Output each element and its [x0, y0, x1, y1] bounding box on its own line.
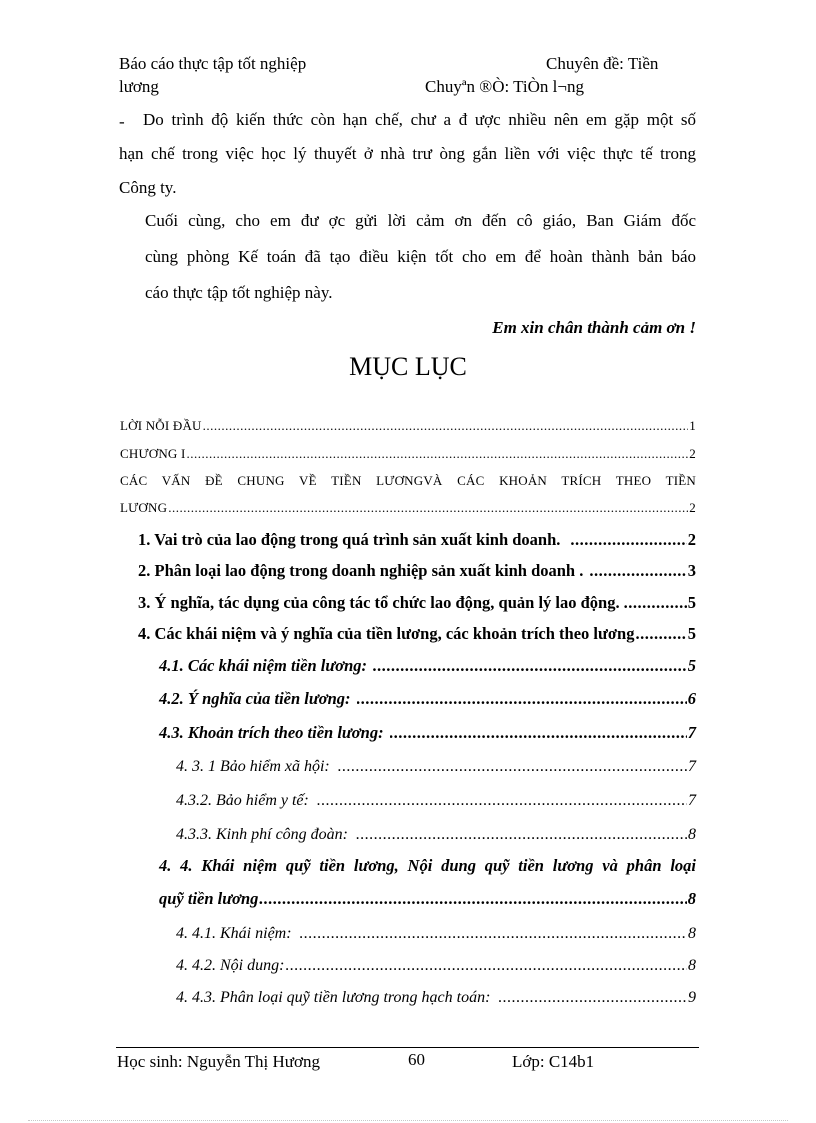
toc-entry-4-3-1[interactable]: 4. 3. 1 Bảo hiểm xã hội: ..... 7: [176, 758, 696, 776]
page-edge: [28, 1120, 788, 1121]
closing-line-1: Cuối cùng, cho em đư ợc gửi lời cảm ơn đến cô giáo, Ban Giám đốc: [145, 211, 696, 230]
footer-page-number: 60: [408, 1050, 425, 1069]
toc-entry-4-3-3[interactable]: 4.3.3. Kinh phí công đoàn: ..... 8: [176, 826, 696, 844]
toc-entry-4-4[interactable]: 4. 4. Khái niệm quỹ tiền lương, Nội dung quỹ tiền lương và phân loại: [159, 856, 696, 875]
header-topic: Chuyên đề: Tiền: [546, 54, 659, 73]
closing-paragraph: [145, 203, 696, 311]
closing-line-3: cáo thực tập tốt nghiệp này.: [145, 283, 333, 302]
toc-entry-general-issues-cont[interactable]: LƯƠNG ..... 2: [120, 500, 696, 516]
header-report-title: Báo cáo thực tập tốt nghiệp: [119, 54, 307, 73]
toc-entry-section-2[interactable]: 2. Phân loại lao động trong doanh nghiệp sản xuất kinh doanh . ..... 3: [138, 561, 696, 581]
toc-entry-section-4[interactable]: 4. Các khái niệm và ý nghĩa của tiền lương, các khoản trích theo lương ..... 5: [138, 624, 696, 644]
limitation-paragraph: [143, 103, 696, 137]
toc-entry-chapter-1[interactable]: CHƯƠNG I ..... 2: [120, 446, 696, 462]
closing-line-2: cùng phòng Kế toán đã tạo điều kiện tốt cho em để hoàn thành bản báo: [145, 247, 696, 266]
bullet-dash: -: [119, 112, 125, 131]
toc-entry-4-4-cont[interactable]: quỹ tiền lương ..... 8: [159, 889, 696, 909]
toc-entry-4-1[interactable]: 4.1. Các khái niệm tiền lương: ..... 5: [159, 656, 696, 676]
limitation-line-1: Do trình độ kiến thức còn hạn chế, chư a đ ược nhiều nên em gặp một số: [143, 110, 696, 129]
header-topic-continued: lương: [119, 77, 159, 96]
thanks-line: Em xin chân thành cảm ơn !: [492, 318, 696, 337]
toc-entry-4-3[interactable]: 4.3. Khoản trích theo tiền lương: ..... 7: [159, 723, 696, 743]
toc-entry-general-issues[interactable]: CÁC VẤN ĐỀ CHUNG VỀ TIỀN LƯƠNGVÀ CÁC KHOẢN TRÍCH THEO TIỀN: [120, 473, 696, 488]
footer-class: Lớp: C14b1: [512, 1052, 595, 1071]
toc-entry-4-4-3[interactable]: 4. 4.3. Phân loại quỹ tiền lương trong hạch toán: ..... 9: [176, 989, 696, 1007]
header-topic-garbled: Chuyªn ®Ò: TiÒn l¬ng: [425, 77, 584, 96]
toc-entry-intro[interactable]: LỜI NỖI ĐẦU ..... 1: [120, 418, 696, 434]
toc-entry-4-3-2[interactable]: 4.3.2. Bảo hiểm y tế: ..... 7: [176, 792, 696, 810]
toc-entry-4-2[interactable]: 4.2. Ý nghĩa của tiền lương: ..... 6: [159, 689, 696, 709]
footer-rule: [116, 1047, 699, 1048]
footer-student: Học sinh: Nguyễn Thị Hương: [117, 1052, 320, 1071]
toc-title: MỤC LỤC: [349, 352, 467, 381]
toc-entry-4-4-2[interactable]: 4. 4.2. Nội dung: ..... 8: [176, 957, 696, 975]
toc-entry-4-4-1[interactable]: 4. 4.1. Khái niệm: ..... 8: [176, 925, 696, 943]
limitation-line-3: Công ty.: [119, 178, 177, 197]
toc-entry-section-1[interactable]: 1. Vai trò của lao động trong quá trình sản xuất kinh doanh. ..... 2: [138, 530, 696, 550]
toc-entry-section-3[interactable]: 3. Ý nghĩa, tác dụng của công tác tổ chức lao động, quản lý lao động. ..... 5: [138, 593, 696, 613]
limitation-line-2: hạn chế trong việc học lý thuyết ở nhà trư òng gắn liền với việc thực tế trong: [119, 144, 696, 163]
limitation-paragraph-cont: [119, 137, 696, 205]
